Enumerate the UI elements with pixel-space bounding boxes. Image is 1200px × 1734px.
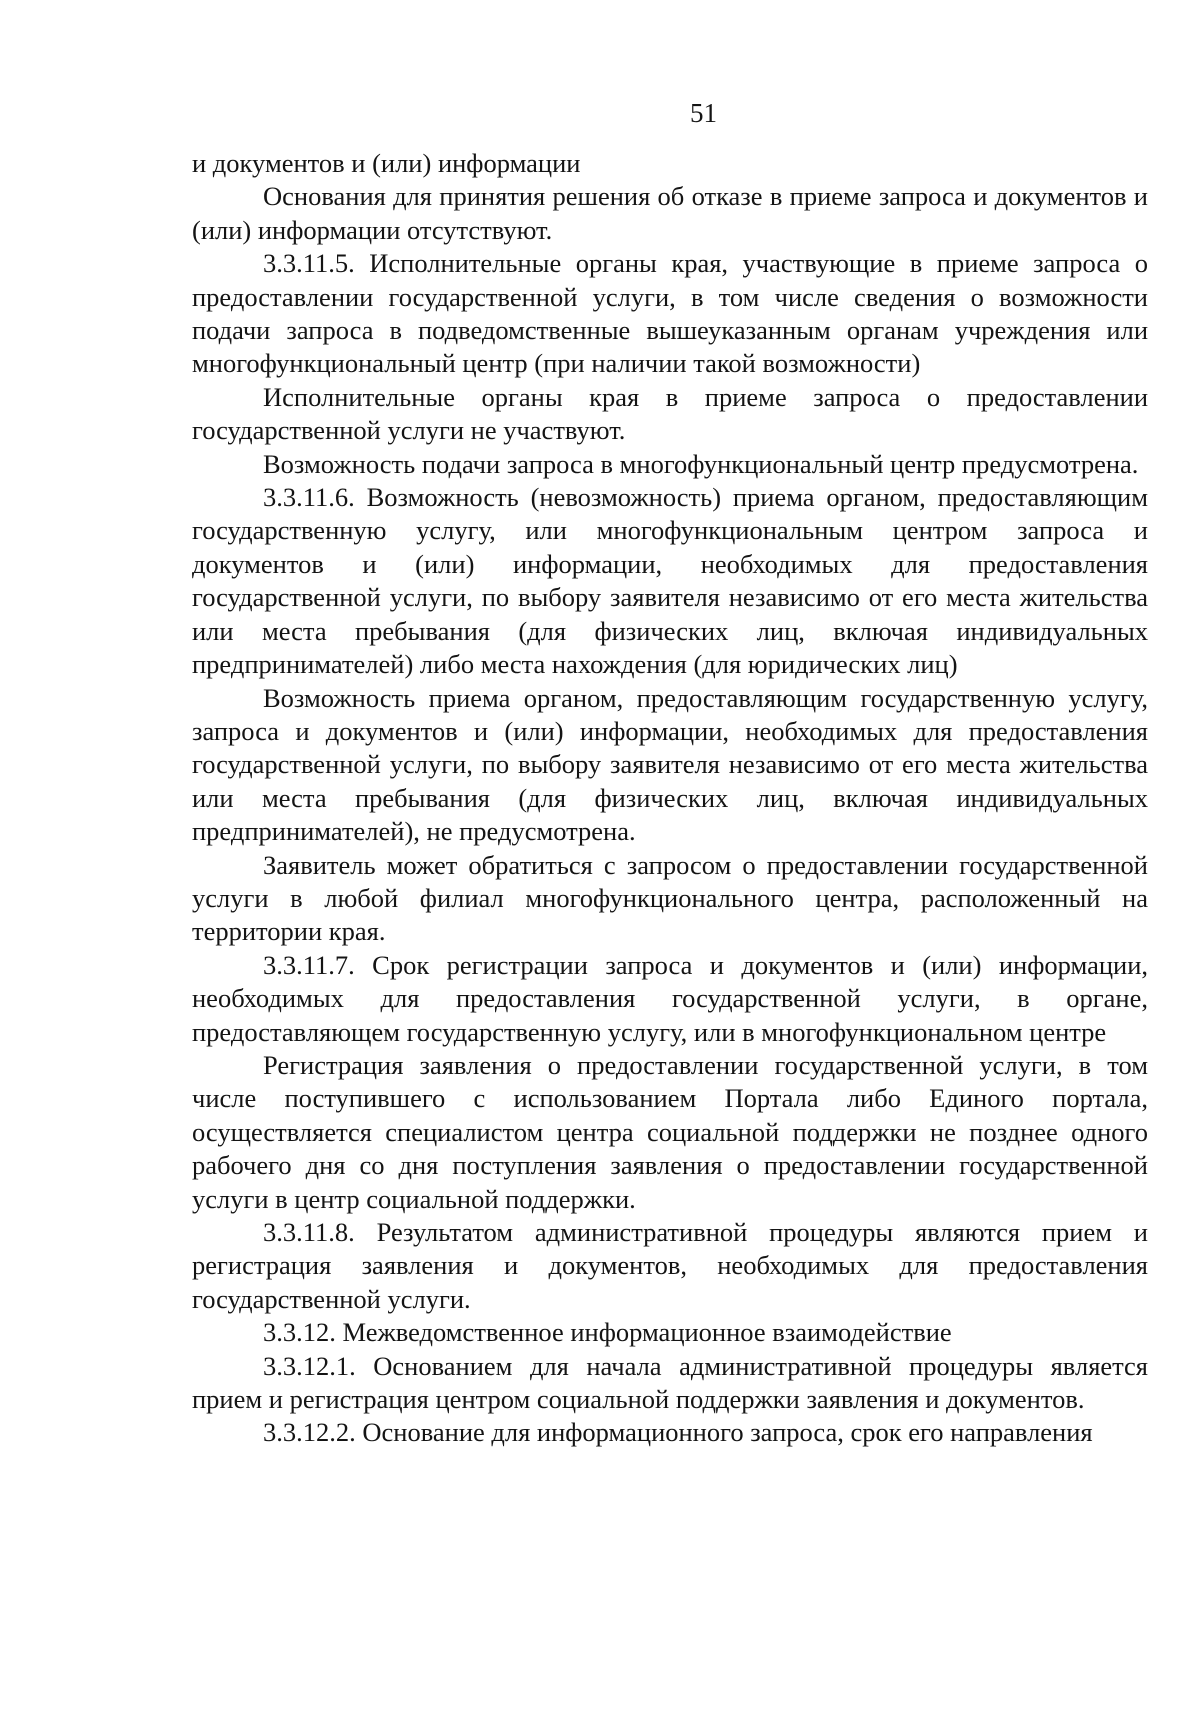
section-heading-3-3-11-8: 3.3.11.8. Результатом административной процедуры являются прием и регистрация заявления и документов, необходимых для предоставления государственной услуги. [192,1217,1148,1314]
paragraph: Регистрация заявления о предоставлении государственной услуги, в том числе поступившего с использованием Портала либо Единого портала, осуществляется специалистом центра социальной поддержки не позднее одного рабочего дня со дня поступления заявления о предоставлении государственной услуги в центр социальной поддержки. [192,1049,1148,1214]
section-heading-3-3-11-5: 3.3.11.5. Исполнительные органы края, участвующие в приеме запроса о предоставлении государственной услуги, в том числе сведения о возможности подачи запроса в подведомственные вышеуказанным органам учреждения или многофункциональный центр (при наличии такой возможности) [192,248,1148,379]
section-heading-3-3-11-6: 3.3.11.6. Возможность (невозможность) приема органом, предоставляющим государственную услугу, или многофункциональным центром запроса и документов и (или) информации, необходимых для предоставления государственной услуги, по выбору заявителя независимо от его места жительства или места пребывания (для физических лиц, включая индивидуальных предпринимателей) либо места нахождения (для юридических лиц) [192,482,1148,680]
section-heading-3-3-11-7: 3.3.11.7. Срок регистрации запроса и документов и (или) информации, необходимых для предоставления государственной услуги, в органе, предоставляющем государственную услугу, или в многофункциональном центре [192,949,1148,1047]
page-number: 51 [690,98,717,128]
paragraph: Исполнительные органы края в приеме запроса о предоставлении государственной услуги не участвуют. [192,381,1148,446]
paragraph: Заявитель может обратиться с запросом о предоставлении государственной услуги в любой филиал многофункционального центра, расположенный на территории края. [192,849,1148,947]
paragraph: Возможность приема органом, предоставляющим государственную услугу, запроса и документов и (или) информации, необходимых для предоставления государственной услуги, по выбору заявителя независимо от его места жительства или места пребывания (для физических лиц, включая индивидуальных предпринимателей), не предусмотрена. [192,682,1148,847]
section-heading-3-3-12: 3.3.12. Межведомственное информационное взаимодействие [263,1317,952,1348]
paragraph: Основания для принятия решения об отказе в приеме запроса и документов и (или) информации отсутствуют. [192,181,1148,245]
document-body [192,147,1148,1450]
section-heading-3-3-12-1: 3.3.12.1. Основанием для начала административной процедуры является прием и регистрация центром социальной поддержки заявления и документов. [192,1350,1148,1415]
paragraph: Возможность подачи запроса в многофункциональный центр предусмотрена. [263,448,1139,479]
section-heading-3-3-12-2: 3.3.12.2. Основание для информационного запроса, срок его направления [263,1417,1093,1448]
paragraph-continuation: и документов и (или) информации [192,148,581,178]
